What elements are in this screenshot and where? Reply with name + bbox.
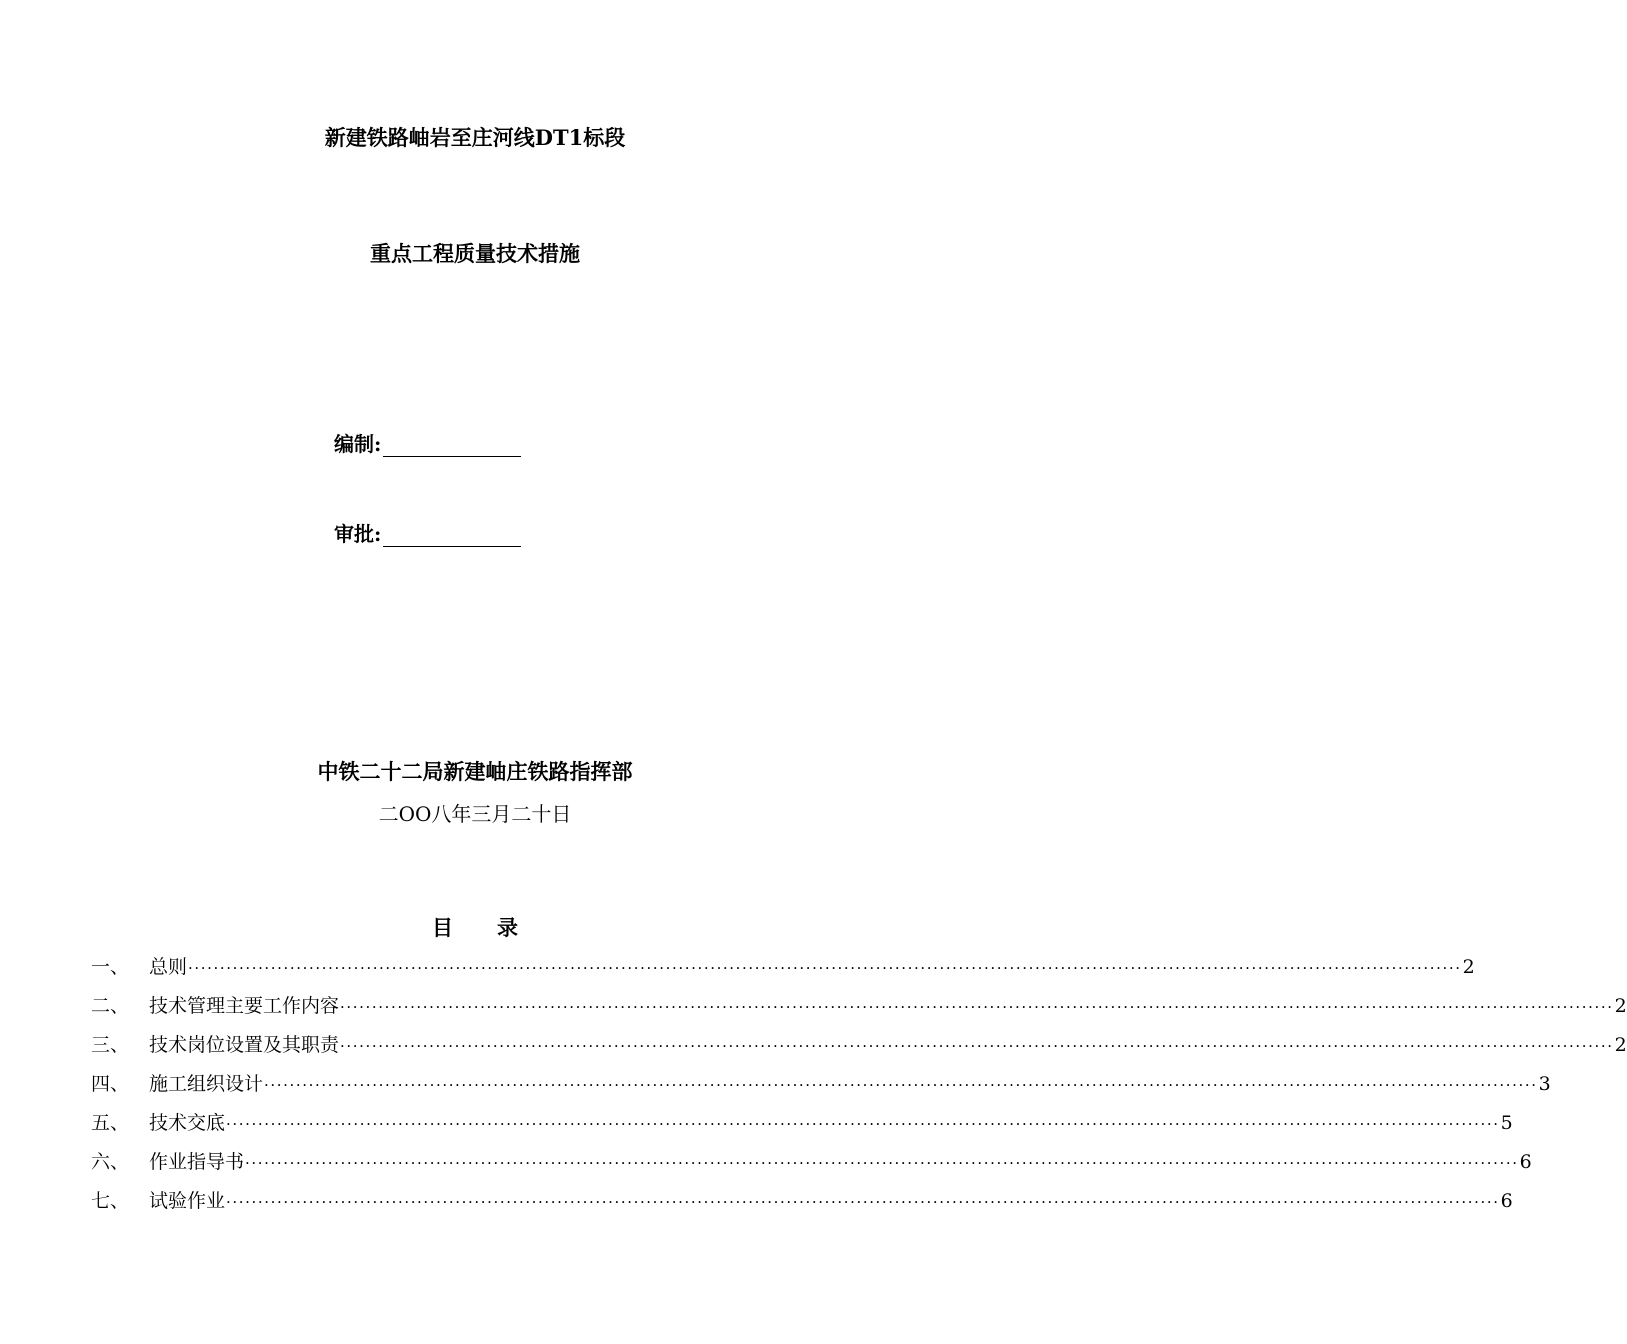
toc-entry[interactable]: [91, 991, 1627, 1030]
signature-approve-line: [383, 524, 521, 547]
toc-entry-title: 施工组织设计: [149, 1073, 264, 1095]
toc-entry-page: 6: [1500, 1190, 1513, 1212]
signature-edit-label: 编制:: [334, 432, 382, 456]
toc-entry-number: 二、: [91, 995, 130, 1017]
toc-leader-dots: ········································································································································································································: [340, 1037, 1614, 1055]
toc-entry-page: 5: [1500, 1112, 1513, 1134]
document-subtitle: 重点工程质量技术措施: [370, 241, 580, 266]
toc-entry-number: 一、: [91, 956, 130, 978]
toc-entry[interactable]: [91, 1186, 1513, 1225]
toc-heading-right: 录: [497, 915, 518, 940]
signature-edit-line: [383, 434, 521, 457]
signature-approve: [334, 518, 521, 547]
toc-leader-dots: ········································································································································································································: [340, 998, 1614, 1016]
toc-leader-dots: ········································································································································································································: [264, 1076, 1538, 1094]
toc-entry-page: 2: [1462, 956, 1475, 978]
toc-entry-number: 七、: [91, 1190, 130, 1212]
toc-entry[interactable]: [91, 1108, 1513, 1147]
toc-entry[interactable]: [91, 952, 1475, 991]
toc-heading: [0, 912, 950, 942]
toc-entry-number: 四、: [91, 1073, 130, 1095]
toc-entry-title: 总则: [149, 956, 188, 978]
toc-leader-dots: ········································································································································································································: [245, 1154, 1519, 1172]
table-of-contents: [91, 952, 1627, 1225]
document-title: 新建铁路岫岩至庄河线DT1标段: [324, 125, 626, 150]
toc-entry-number: 三、: [91, 1034, 130, 1056]
toc-leader-dots: ········································································································································································································: [226, 1115, 1500, 1133]
toc-entry-title: 作业指导书: [149, 1151, 245, 1173]
organization-name: 中铁二十二局新建岫庄铁路指挥部: [317, 759, 633, 784]
toc-entry[interactable]: [91, 1147, 1532, 1186]
toc-entry-number: 六、: [91, 1151, 130, 1173]
document-date: 二OO八年三月二十日: [378, 802, 572, 826]
toc-entry-title: 技术岗位设置及其职责: [149, 1034, 340, 1056]
toc-entry-title: 技术交底: [149, 1112, 226, 1134]
toc-entry-page: 2: [1614, 1034, 1627, 1056]
signature-approve-label: 审批:: [334, 522, 382, 546]
toc-leader-dots: ········································································································································································································: [226, 1193, 1500, 1211]
toc-entry[interactable]: [91, 1069, 1551, 1108]
toc-entry-page: 6: [1519, 1151, 1532, 1173]
toc-entry-page: 2: [1614, 995, 1627, 1017]
toc-entry-page: 3: [1538, 1073, 1551, 1095]
toc-entry-title: 试验作业: [149, 1190, 226, 1212]
toc-entry-title: 技术管理主要工作内容: [149, 995, 340, 1017]
toc-entry[interactable]: [91, 1030, 1627, 1069]
toc-heading-left: 目: [432, 915, 453, 940]
toc-leader-dots: ········································································································································································································: [188, 959, 1462, 977]
signature-edit: [334, 428, 521, 457]
toc-entry-number: 五、: [91, 1112, 130, 1134]
